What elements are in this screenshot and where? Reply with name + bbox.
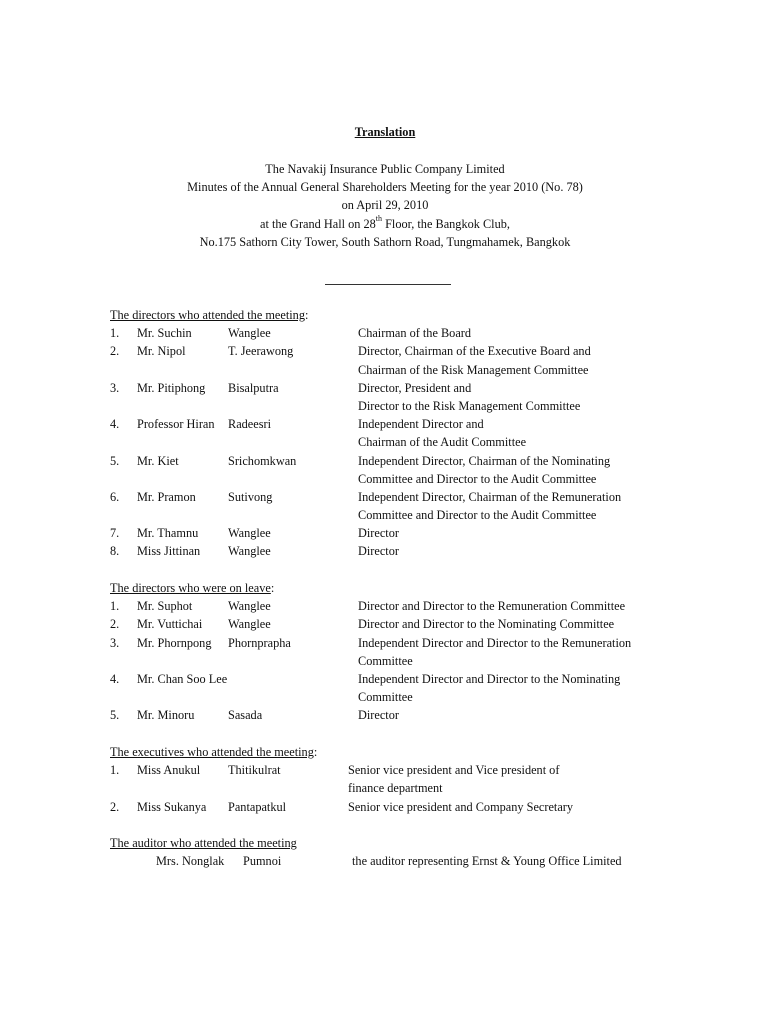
list-item [110, 761, 730, 797]
item-number: 5. [110, 453, 120, 468]
role-line: Senior vice president and Vice president of [348, 763, 560, 778]
role-line: Chairman of the Audit Committee [358, 435, 527, 450]
list-item [110, 452, 730, 488]
list-item [110, 415, 730, 451]
role-line: Committee [358, 653, 413, 668]
role-line: Director, Chairman of the Executive Board and [358, 344, 591, 359]
directors-attended-section [110, 306, 730, 561]
person-role [348, 798, 730, 816]
person-role [358, 415, 730, 451]
role-line: Independent Director and Director to the Nominating [358, 671, 621, 686]
item-number: 1. [110, 326, 120, 341]
item-number: 4. [110, 671, 120, 686]
minutes-title: Minutes of the Annual General Shareholders Meeting for the year 2010 (No. 78) [187, 180, 583, 195]
list-item [110, 670, 730, 706]
auditor-role: the auditor representing Ernst & Young Office Limited [352, 854, 622, 869]
executives-section [110, 743, 730, 816]
role-line: Director and Director to the Nominating Committee [358, 617, 615, 632]
person-first-name: Mr. Pitiphong [137, 380, 206, 395]
role-line: Independent Director, Chairman of the Remuneration [358, 489, 622, 504]
person-first-name: Mr. Suphot [137, 599, 193, 614]
list-item [110, 379, 730, 415]
item-number: 6. [110, 489, 120, 504]
item-number: 3. [110, 380, 120, 395]
role-line: Director [358, 544, 399, 559]
list-item [110, 524, 730, 542]
document-header [0, 160, 770, 251]
person-last-name: Sasada [228, 708, 263, 723]
role-line: Committee [358, 690, 413, 705]
section-heading: The auditor who attended the meeting [110, 836, 297, 850]
list-item [110, 634, 730, 670]
person-last-name: Thitikulrat [228, 763, 281, 778]
person-first-name: Mr. Suchin [137, 326, 192, 341]
person-first-name: Mr. Phornpong [137, 635, 212, 650]
role-line: Director [358, 526, 399, 541]
person-first-name: Professor Hiran [137, 417, 215, 432]
item-number: 1. [110, 763, 120, 778]
list-item [110, 542, 730, 560]
auditor-first-name: Mrs. Nonglak [156, 854, 225, 869]
list-item [110, 488, 730, 524]
person-last-name: Phornprapha [228, 635, 291, 650]
meeting-date: on April 29, 2010 [341, 198, 429, 213]
person-last-name: Pantapatkul [228, 799, 287, 814]
person-last-name: Wanglee [228, 326, 271, 341]
person-role [358, 615, 730, 633]
person-first-name: Miss Sukanya [137, 799, 207, 814]
section-heading: The directors who attended the meeting: [110, 308, 309, 322]
item-number: 3. [110, 635, 120, 650]
person-first-name: Mr. Chan Soo Lee [137, 671, 228, 686]
item-number: 5. [110, 708, 120, 723]
document-title: Translation [354, 125, 416, 139]
role-line: Chairman of the Risk Management Committee [358, 362, 589, 377]
person-role [358, 524, 730, 542]
meeting-venue: at the Grand Hall on 28th Floor, the Bangkok Club, [260, 214, 510, 231]
meeting-address: No.175 Sathorn City Tower, South Sathorn Road, Tungmahamek, Bangkok [199, 234, 571, 249]
person-last-name: T. Jeerawong [228, 344, 294, 359]
person-last-name: Sutivong [228, 489, 273, 504]
company-name: The Navakij Insurance Public Company Limited [265, 162, 505, 176]
list-item [110, 597, 730, 615]
item-number: 2. [110, 617, 120, 632]
list-item [110, 615, 730, 633]
person-last-name: Radeesri [228, 417, 272, 432]
role-line: Independent Director and Director to the Remuneration [358, 635, 632, 650]
auditor-row [110, 852, 730, 870]
person-first-name: Mr. Minoru [137, 708, 195, 723]
role-line: Director and Director to the Remuneration Committee [358, 599, 626, 614]
person-role [348, 761, 730, 797]
person-role [358, 542, 730, 560]
role-line: Director, President and [358, 380, 472, 395]
role-line: Director to the Risk Management Committee [358, 398, 581, 413]
person-last-name: Srichomkwan [228, 453, 297, 468]
list-item [110, 342, 730, 378]
person-role [358, 597, 730, 615]
role-line: Director [358, 708, 399, 723]
section-heading: The executives who attended the meeting: [110, 745, 318, 759]
person-first-name: Mr. Kiet [137, 453, 179, 468]
role-line: Chairman of the Board [358, 326, 472, 341]
item-number: 2. [110, 344, 120, 359]
person-role [358, 634, 730, 670]
person-first-name: Miss Jittinan [137, 544, 201, 559]
person-first-name: Mr. Thamnu [137, 526, 199, 541]
list-item [110, 706, 730, 724]
list-item [110, 798, 730, 816]
directors-leave-section [110, 579, 730, 725]
auditor-last-name: Pumnoi [243, 854, 282, 869]
item-number: 7. [110, 526, 120, 541]
role-line: Independent Director and [358, 417, 484, 432]
person-role [358, 379, 730, 415]
person-last-name: Wanglee [228, 599, 271, 614]
item-number: 1. [110, 599, 120, 614]
person-first-name: Mr. Nipol [137, 344, 186, 359]
person-role [358, 706, 730, 724]
auditor-section [110, 834, 730, 870]
role-line: Committee and Director to the Audit Committee [358, 471, 597, 486]
divider-line [325, 284, 451, 285]
person-last-name: Wanglee [228, 544, 271, 559]
person-role [358, 488, 730, 524]
person-role [358, 452, 730, 488]
person-last-name: Wanglee [228, 526, 271, 541]
role-line: Committee and Director to the Audit Committee [358, 508, 597, 523]
list-item [110, 324, 730, 342]
item-number: 2. [110, 799, 120, 814]
role-line: finance department [348, 781, 443, 796]
person-first-name: Miss Anukul [137, 763, 201, 778]
person-role [358, 342, 730, 378]
item-number: 8. [110, 544, 120, 559]
section-heading: The directors who were on leave: [110, 581, 275, 595]
person-role [358, 670, 730, 706]
role-line: Senior vice president and Company Secretary [348, 799, 574, 814]
person-last-name: Bisalputra [228, 380, 279, 395]
person-first-name: Mr. Vuttichai [137, 617, 203, 632]
item-number: 4. [110, 417, 120, 432]
person-last-name: Wanglee [228, 617, 271, 632]
person-role [358, 324, 730, 342]
role-line: Independent Director, Chairman of the Nominating [358, 453, 611, 468]
person-first-name: Mr. Pramon [137, 489, 196, 504]
